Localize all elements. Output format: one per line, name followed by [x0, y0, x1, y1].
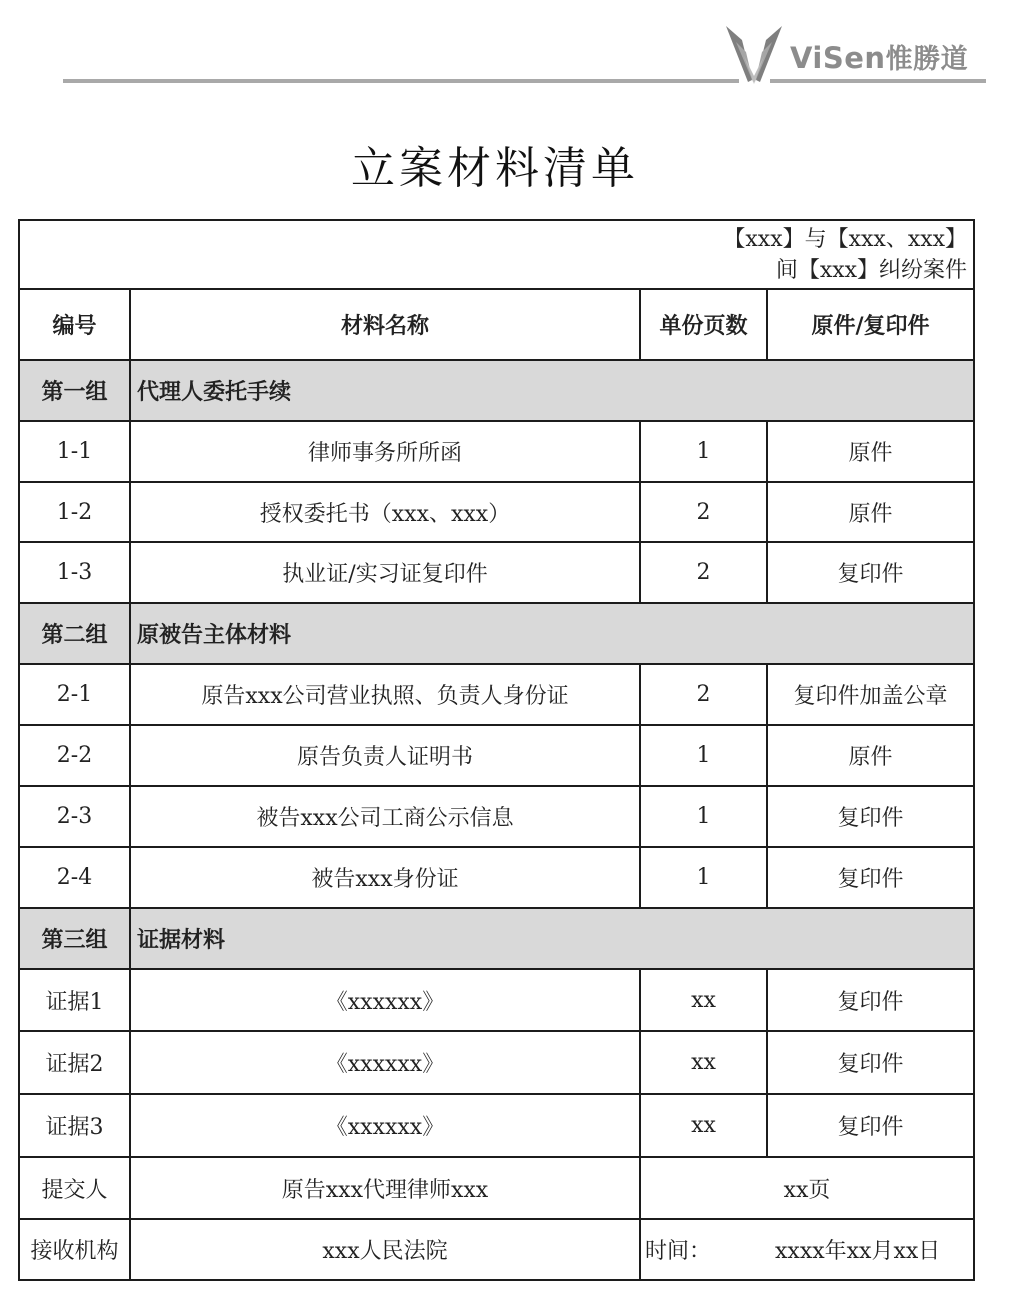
row-name: 授权委托书（xxx、xxx）: [130, 482, 640, 542]
time-cell: [640, 1219, 974, 1280]
row-name: 律师事务所所函: [130, 421, 640, 482]
row-type: 复印件: [767, 786, 974, 847]
visen-logo: [722, 18, 968, 86]
row-number: 证据1: [19, 969, 130, 1031]
row-name: 被告xxx身份证: [130, 847, 640, 908]
row-type: 复印件: [767, 847, 974, 908]
receiver-row: [19, 1219, 974, 1280]
row-type: 复印件加盖公章: [767, 664, 974, 725]
column-header-name: 材料名称: [130, 289, 640, 360]
table-row: [19, 664, 974, 725]
row-pages: 2: [640, 482, 767, 542]
row-type: 复印件: [767, 1031, 974, 1094]
table-row: [19, 725, 974, 786]
time-label: 时间：: [645, 1239, 712, 1264]
row-type: 原件: [767, 421, 974, 482]
header-rule-left: [63, 79, 739, 83]
table-row: [19, 482, 974, 542]
row-number: 1-1: [19, 421, 130, 482]
row-name: 《xxxxxx》: [130, 1094, 640, 1157]
row-number: 1-3: [19, 542, 130, 603]
row-number: 证据2: [19, 1031, 130, 1094]
table-row: [19, 786, 974, 847]
case-row: [19, 220, 974, 289]
row-name: 执业证/实习证复印件: [130, 542, 640, 603]
table-row: [19, 847, 974, 908]
group-row-3: [19, 908, 974, 969]
group-title: 代理人委托手续: [130, 360, 974, 421]
group-label: 第一组: [19, 360, 130, 421]
group-row-1: [19, 360, 974, 421]
group-row-2: [19, 603, 974, 664]
row-pages: 2: [640, 542, 767, 603]
row-pages: 1: [640, 421, 767, 482]
v-wings-logo-icon: [722, 22, 786, 86]
row-type: 原件: [767, 725, 974, 786]
row-pages: 1: [640, 725, 767, 786]
receiver-label: 接收机构: [19, 1219, 130, 1280]
row-number: 1-2: [19, 482, 130, 542]
row-pages: 1: [640, 847, 767, 908]
row-number: 2-4: [19, 847, 130, 908]
row-number: 2-1: [19, 664, 130, 725]
total-pages: xx页: [640, 1157, 974, 1219]
row-type: 原件: [767, 482, 974, 542]
table-row: [19, 1094, 974, 1157]
materials-table: [18, 219, 975, 1281]
row-name: 被告xxx公司工商公示信息: [130, 786, 640, 847]
submitter-label: 提交人: [19, 1157, 130, 1219]
logo-text: ViSen惟勝道: [790, 41, 969, 75]
row-name: 《xxxxxx》: [130, 1031, 640, 1094]
row-pages: 2: [640, 664, 767, 725]
row-pages: xx: [640, 969, 767, 1031]
table-row: [19, 542, 974, 603]
case-line-2: 间【xxx】纠纷案件: [775, 257, 968, 283]
row-pages: xx: [640, 1031, 767, 1094]
row-type: 复印件: [767, 542, 974, 603]
column-header-type: 原件/复印件: [767, 289, 974, 360]
row-pages: xx: [640, 1094, 767, 1157]
row-type: 复印件: [767, 1094, 974, 1157]
time-value: xxxx年xx月xx日: [775, 1239, 941, 1264]
row-name: 原告xxx公司营业执照、负责人身份证: [130, 664, 640, 725]
row-name: 《xxxxxx》: [130, 969, 640, 1031]
case-title-cell: [19, 220, 974, 289]
document-title: 立案材料清单: [351, 143, 639, 194]
submitter-row: [19, 1157, 974, 1219]
table-row: [19, 969, 974, 1031]
row-pages: 1: [640, 786, 767, 847]
group-label: 第二组: [19, 603, 130, 664]
row-name: 原告负责人证明书: [130, 725, 640, 786]
group-title: 证据材料: [130, 908, 974, 969]
row-number: 证据3: [19, 1094, 130, 1157]
row-number: 2-3: [19, 786, 130, 847]
row-number: 2-2: [19, 725, 130, 786]
submitter-value: 原告xxx代理律师xxx: [130, 1157, 640, 1219]
receiver-value: xxx人民法院: [130, 1219, 640, 1280]
table-row: [19, 1031, 974, 1094]
group-title: 原被告主体材料: [130, 603, 974, 664]
row-type: 复印件: [767, 969, 974, 1031]
table-row: [19, 421, 974, 482]
case-line-1: 【xxx】与【xxx、xxx】: [723, 226, 968, 252]
column-header-pages: 单份页数: [640, 289, 767, 360]
group-label: 第三组: [19, 908, 130, 969]
column-header-row: [19, 289, 974, 360]
column-header-number: 编号: [19, 289, 130, 360]
